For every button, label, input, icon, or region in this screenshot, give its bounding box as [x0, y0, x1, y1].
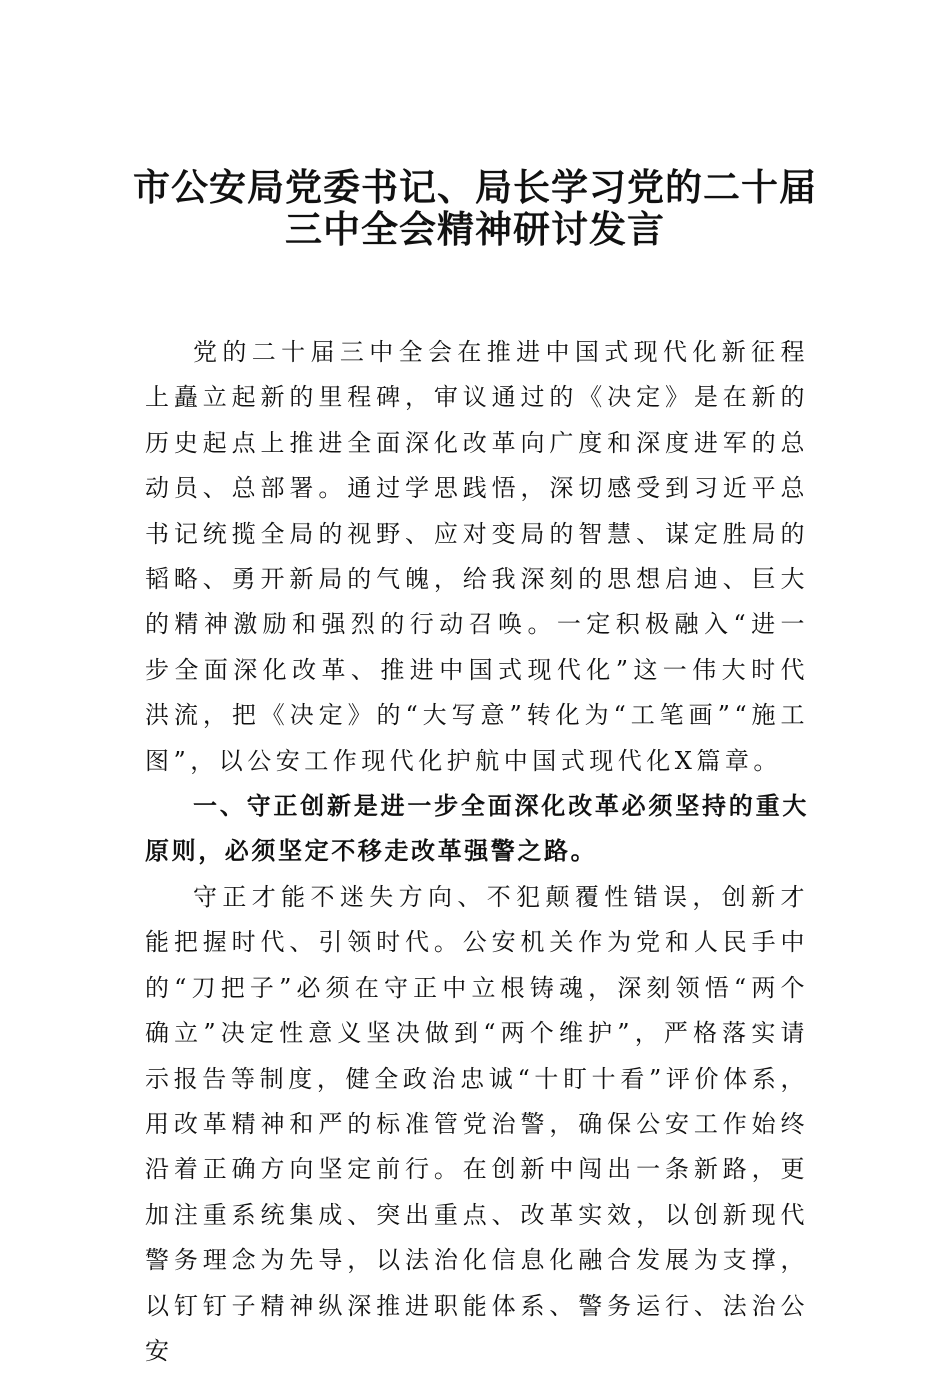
intro-paragraph: 党的二十届三中全会在推进中国式现代化新征程上矗立起新的里程碑，审议通过的《决定》是在新的历史起点上推进全面深化改革向广度和深度进军的总动员、总部署。通过学思践悟，深切感受到习近平总书记统揽全局的视野、应对变局的智慧、谋定胜局的韬略、勇开新局的气魄，给我深刻的思想启迪、巨大的精神激励和强烈的行动召唤。一定积极融入“进一步全面深化改革、推进中国式现代化”这一伟大时代洪流，把《决定》的“大写意”转化为“工笔画”“施工图”，以公安工作现代化护航中国式现代化X篇章。 — [145, 338, 809, 775]
document-body — [145, 330, 809, 1374]
document-title-line-2: 三中全会精神研讨发言 — [285, 207, 665, 251]
section-paragraph-1: 守正才能不迷失方向、不犯颠覆性错误，创新才能把握时代、引领时代。公安机关作为党和人民手中的“刀把子”必须在守正中立根铸魂，深刻领悟“两个确立”决定性意义坚决做到“两个维护”，严格落实请示报告等制度，健全政治忠诚“十盯十看”评价体系，用改革精神和严的标准管党治警，确保公安工作始终沿着正确方向坚定前行。在创新中闯出一条新路，更加注重系统集成、突出重点、改革实效，以创新现代警务理念为先导，以法治化信息化融合发展为支撑，以钉钉子精神纵深推进职能体系、警务运行、法治公安 — [145, 882, 809, 1365]
section-heading-1: 一、守正创新是进一步全面深化改革必须坚持的重大原则，必须坚定不移走改革强警之路。 — [145, 792, 809, 866]
document-title-line-1: 市公安局党委书记、局长学习党的二十届 — [133, 165, 817, 209]
